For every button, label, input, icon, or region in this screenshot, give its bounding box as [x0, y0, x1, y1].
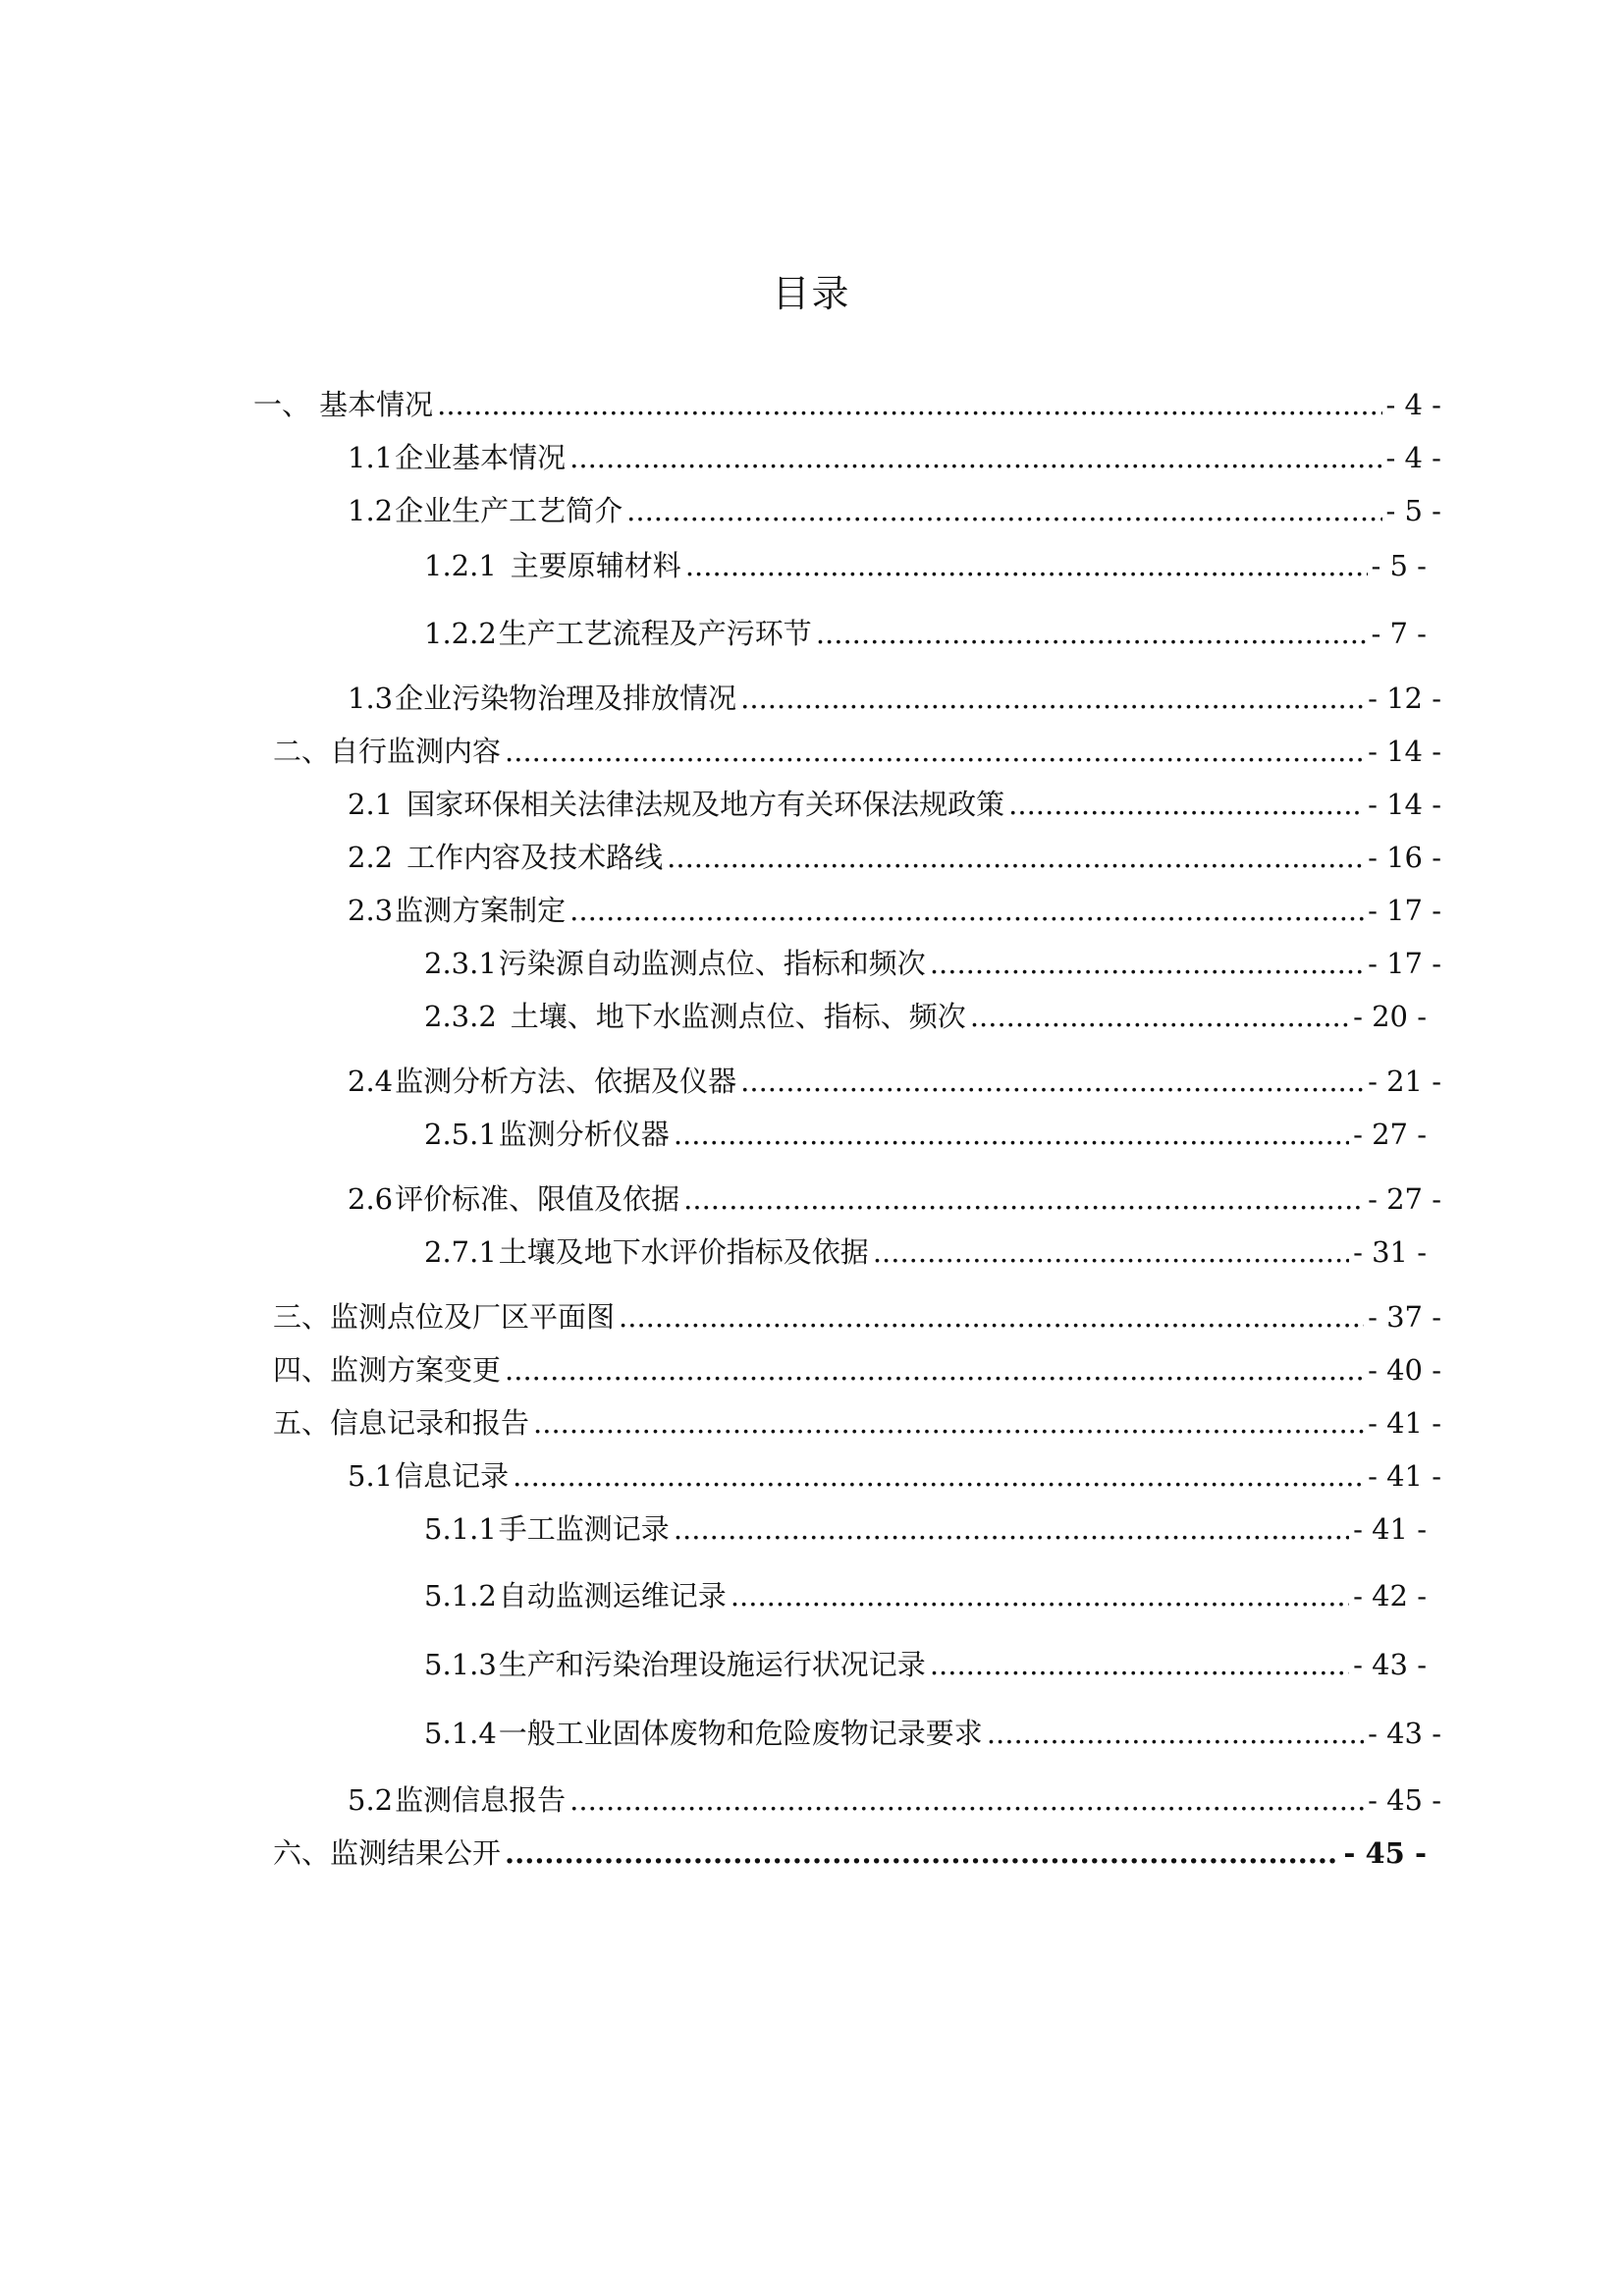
toc-entry-title: 国家环保相关法律法规及地方有关环保法规政策 — [406, 788, 1005, 821]
toc-entry-page: - 45 - — [1368, 1783, 1441, 1817]
toc-entry-title: 监测结果公开 — [330, 1836, 502, 1870]
toc-entry-page: - 31 - — [1353, 1235, 1427, 1269]
toc-entry[interactable] — [253, 385, 1441, 424]
toc-entry-number: 2.5.1 — [424, 1118, 497, 1151]
toc-entry-page: - 41 - — [1368, 1406, 1441, 1440]
toc-entry-title: 自行监测内容 — [330, 735, 502, 768]
toc-entry-title: 企业基本情况 — [395, 441, 567, 474]
page-title: 目录 — [772, 272, 851, 315]
toc-entry-number: 六、 — [273, 1836, 331, 1870]
dot-leader — [437, 385, 1381, 424]
toc-entry[interactable] — [424, 1115, 1427, 1154]
toc-entry[interactable] — [424, 1645, 1427, 1684]
toc-entry-number: 2.3 — [348, 894, 394, 927]
dot-leader — [674, 1115, 1349, 1154]
toc-entry-number: 二、 — [273, 735, 331, 768]
dot-leader — [505, 1833, 1339, 1873]
toc-entry-number: 5.1.3 — [424, 1648, 497, 1681]
toc-entry-title: 污染源自动监测点位、指标和频次 — [498, 947, 926, 980]
toc-entry-page: - 5 - — [1371, 549, 1427, 582]
dot-leader — [513, 1456, 1364, 1496]
dot-leader — [619, 1297, 1364, 1337]
dot-leader — [816, 614, 1368, 653]
toc-entry-page: - 43 - — [1368, 1717, 1441, 1750]
dot-leader — [930, 944, 1364, 983]
toc-entry-page: - 12 - — [1368, 682, 1441, 715]
toc-entry[interactable] — [348, 785, 1441, 824]
dot-leader — [505, 732, 1364, 771]
toc-entry[interactable] — [348, 438, 1441, 477]
toc-entry-title: 一般工业固体废物和危险废物记录要求 — [498, 1717, 983, 1750]
toc-entry-title: 监测分析仪器 — [498, 1118, 670, 1151]
toc-entry[interactable] — [348, 1179, 1441, 1219]
toc-entry-page: - 27 - — [1368, 1182, 1441, 1216]
dot-leader — [930, 1645, 1349, 1684]
toc-entry[interactable] — [273, 1833, 1427, 1873]
toc-entry[interactable] — [273, 1403, 1441, 1443]
toc-entry-number: 2.7.1 — [424, 1235, 497, 1269]
toc-entry-title: 生产工艺流程及产污环节 — [498, 617, 812, 650]
dot-leader — [533, 1403, 1364, 1443]
dot-leader — [970, 997, 1349, 1036]
toc-entry[interactable] — [273, 1297, 1441, 1337]
toc-entry[interactable] — [348, 1456, 1441, 1496]
toc-entry-title: 监测方案制定 — [395, 894, 567, 927]
toc-entry-title: 信息记录 — [395, 1459, 510, 1493]
toc-entry-title: 主要原辅材料 — [510, 549, 681, 582]
toc-entry-page: - 7 - — [1371, 617, 1427, 650]
toc-entry-title: 企业污染物治理及排放情况 — [395, 682, 737, 715]
toc-entry-number: 1.1 — [348, 441, 394, 474]
toc-entry-title: 监测方案变更 — [330, 1353, 502, 1387]
toc-entry-page: - 5 - — [1385, 494, 1441, 527]
toc-entry[interactable] — [424, 944, 1441, 983]
toc-entry[interactable] — [273, 732, 1441, 771]
toc-entry-title: 企业生产工艺简介 — [395, 494, 623, 527]
toc-entry-page: - 40 - — [1368, 1353, 1441, 1387]
toc-entry[interactable] — [273, 1350, 1441, 1390]
toc-entry-title: 评价标准、限值及依据 — [395, 1182, 680, 1216]
toc-entry-page: - 4 - — [1385, 441, 1441, 474]
toc-entry-title: 监测分析方法、依据及仪器 — [395, 1065, 737, 1098]
dot-leader — [740, 679, 1364, 718]
toc-entry-title: 工作内容及技术路线 — [406, 841, 664, 874]
toc-entry-number: 2.3.1 — [424, 947, 497, 980]
dot-leader — [1008, 785, 1364, 824]
toc-entry-number: 一、 — [253, 388, 311, 421]
toc-entry-number: 2.4 — [348, 1065, 394, 1098]
toc-entry-page: - 37 - — [1368, 1300, 1441, 1334]
toc-entry-page: - 20 - — [1353, 1000, 1427, 1033]
toc-entry-number: 2.6 — [348, 1182, 394, 1216]
dot-leader — [569, 891, 1364, 930]
toc-entry-number: 5.2 — [348, 1783, 394, 1817]
toc-entry[interactable] — [424, 546, 1427, 585]
toc-entry-number: 5.1.1 — [424, 1512, 497, 1546]
toc-entry-title: 监测点位及厂区平面图 — [330, 1300, 616, 1334]
toc-entry-page: - 45 - — [1343, 1836, 1427, 1870]
toc-entry-page: - 17 - — [1368, 947, 1441, 980]
toc-entry-number: 1.2.1 — [424, 549, 497, 582]
toc-entry-page: - 17 - — [1368, 894, 1441, 927]
toc-entry[interactable] — [348, 1062, 1441, 1101]
toc-entry-page: - 42 - — [1353, 1579, 1427, 1613]
toc-entry-number: 2.2 — [348, 841, 394, 874]
toc-entry-title: 手工监测记录 — [498, 1512, 670, 1546]
toc-entry[interactable] — [424, 1714, 1441, 1753]
toc-entry[interactable] — [424, 1509, 1427, 1549]
toc-entry-page: - 41 - — [1353, 1512, 1427, 1546]
toc-entry-title: 土壤及地下水评价指标及依据 — [498, 1235, 869, 1269]
toc-entry-page: - 21 - — [1368, 1065, 1441, 1098]
toc-entry[interactable] — [424, 1232, 1427, 1272]
toc-entry-number: 5.1 — [348, 1459, 394, 1493]
toc-entry-page: - 16 - — [1368, 841, 1441, 874]
toc-entry-title: 自动监测运维记录 — [498, 1579, 727, 1613]
toc-entry-title: 信息记录和报告 — [330, 1406, 530, 1440]
dot-leader — [685, 546, 1368, 585]
dot-leader — [730, 1576, 1349, 1615]
toc-entry-number: 三、 — [273, 1300, 331, 1334]
toc-entry[interactable] — [348, 891, 1441, 930]
dot-leader — [667, 838, 1364, 877]
toc-entry-page: - 41 - — [1368, 1459, 1441, 1493]
dot-leader — [569, 438, 1381, 477]
toc-entry-number: 1.3 — [348, 682, 394, 715]
dot-leader — [505, 1350, 1364, 1390]
toc-entry-number: 2.1 — [348, 788, 394, 821]
toc-entry-title: 土壤、地下水监测点位、指标、频次 — [510, 1000, 966, 1033]
dot-leader — [569, 1780, 1364, 1820]
toc-entry[interactable] — [348, 838, 1441, 877]
toc-entry[interactable] — [424, 1576, 1427, 1615]
toc-entry-number: 四、 — [273, 1353, 331, 1387]
toc-entry-page: - 4 - — [1385, 388, 1441, 421]
toc-entry-title: 生产和污染治理设施运行状况记录 — [498, 1648, 926, 1681]
dot-leader — [873, 1232, 1349, 1272]
dot-leader — [626, 491, 1381, 530]
toc-entry[interactable] — [424, 997, 1427, 1036]
toc-entry-title: 监测信息报告 — [395, 1783, 567, 1817]
toc-entry-title: 基本情况 — [319, 388, 434, 421]
toc-entry-page: - 14 - — [1368, 788, 1441, 821]
toc-entry-page: - 43 - — [1353, 1648, 1427, 1681]
toc-entry[interactable] — [424, 614, 1427, 653]
toc-entry-number: 五、 — [273, 1406, 331, 1440]
dot-leader — [740, 1062, 1364, 1101]
toc-entry-number: 2.3.2 — [424, 1000, 497, 1033]
dot-leader — [987, 1714, 1364, 1753]
toc-entry-number: 1.2 — [348, 494, 394, 527]
toc-entry-number: 1.2.2 — [424, 617, 497, 650]
toc-entry[interactable] — [348, 1780, 1441, 1820]
dot-leader — [683, 1179, 1364, 1219]
toc-entry-number: 5.1.4 — [424, 1717, 497, 1750]
toc-entry-page: - 14 - — [1368, 735, 1441, 768]
toc-entry-number: 5.1.2 — [424, 1579, 497, 1613]
toc-entry[interactable] — [348, 679, 1441, 718]
toc-entry[interactable] — [348, 491, 1441, 530]
toc-entry-page: - 27 - — [1353, 1118, 1427, 1151]
dot-leader — [674, 1509, 1349, 1549]
